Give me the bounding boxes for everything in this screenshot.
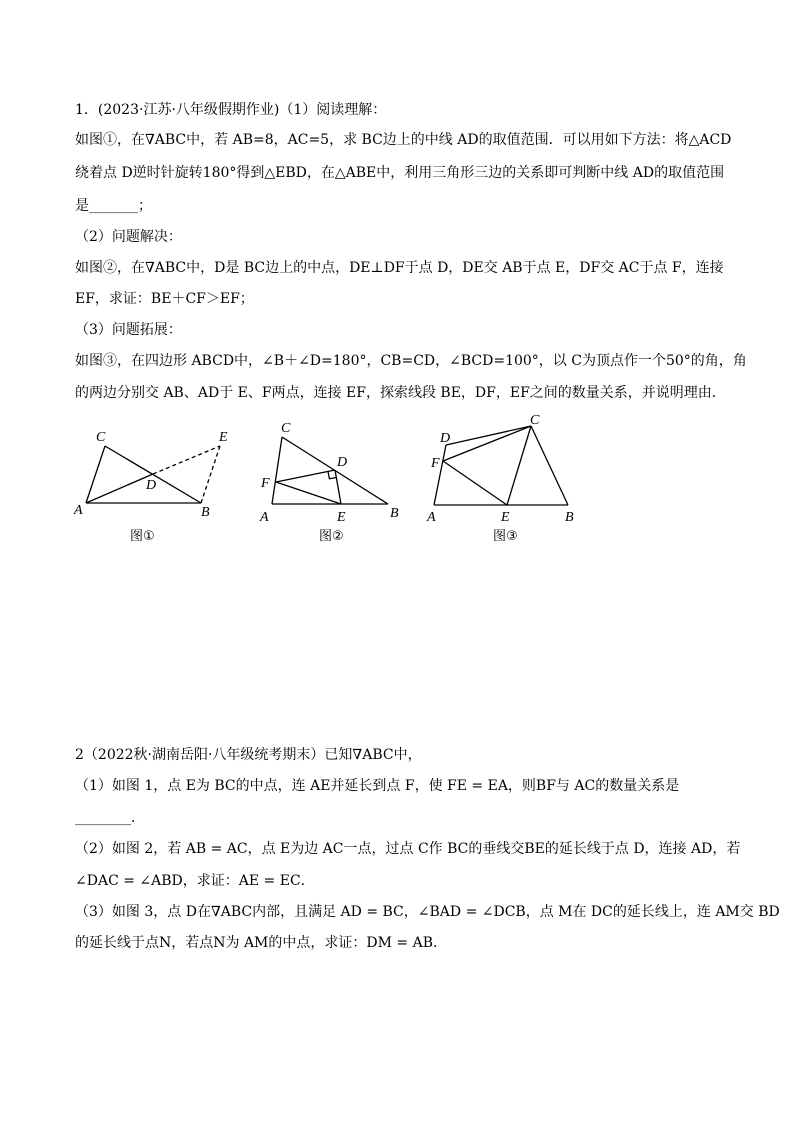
figure-2 [272, 437, 388, 504]
fig2-segment-ac [272, 437, 282, 504]
figure-1 [86, 446, 220, 503]
problem1-part3-title: （3）问题拓展： [75, 322, 182, 338]
figure-3 [434, 426, 568, 505]
fig3-label-c: C [530, 413, 540, 428]
fig1-segment-ad [86, 474, 153, 503]
problem2-header: 2（2022秋·湖南岳阳·八年级统考期末）已知∇ABC中， [75, 747, 422, 763]
fig3-label-e: E [501, 510, 510, 525]
fig3-segment-fe [443, 461, 507, 505]
problem1-text-line: 是_______； [75, 198, 152, 214]
fig2-segment-df [276, 470, 335, 482]
fig3-segment-cf [443, 426, 531, 461]
fig1-label-a: A [74, 503, 83, 518]
problem1-text-line: 如图①，在∇ABC中，若 AB=8，AC=5，求 BC边上的中线 AD的取值范围．可以用如下方法：将△ACD [75, 132, 732, 148]
fig3-segment-dc [446, 426, 531, 445]
fig1-segment-ac [86, 446, 105, 503]
fig3-label-b: B [565, 510, 574, 525]
fig1-caption: 图① [130, 529, 155, 544]
fig2-label-e: E [337, 510, 346, 525]
fig2-label-f: F [261, 476, 270, 491]
fig2-label-d: D [337, 455, 348, 470]
fig3-segment-ce [507, 426, 531, 505]
fig1-label-c: C [96, 430, 106, 445]
fig2-label-b: B [390, 506, 399, 521]
fig1-label-d: D [146, 478, 157, 493]
fig3-label-a: A [427, 510, 436, 525]
fig1-segment-be-dashed [201, 446, 220, 503]
fig3-segment-ad [434, 445, 446, 505]
fig2-label-c: C [281, 421, 291, 436]
problem2-text-line: ________． [75, 810, 145, 826]
fig2-segment-fe [276, 482, 341, 504]
fig3-caption: 图③ [493, 529, 518, 544]
fig3-segment-cb [531, 426, 568, 505]
problem2-text-line: （2）如图 2，若 AB = AC，点 E为边 AC一点，过点 C作 BC的垂线交BE的延长线于点 D，连接 AD，若 [75, 841, 741, 857]
problem1-text-line: 如图②，在∇ABC中，D是 BC边上的中点，DE⊥DF于点 D，DE交 AB于点 E，DF交 AC于点 F，连接 [75, 260, 724, 276]
problem2-text-line: （1）如图 1，点 E为 BC的中点，连 AE并延长到点 F，使 FE = EA，则BF与 AC的数量关系是 [75, 778, 680, 794]
fig2-label-a: A [260, 510, 269, 525]
fig3-label-d: D [440, 431, 451, 446]
fig2-caption: 图② [319, 529, 344, 544]
problem1-header: 1．(2023·江苏·八年级假期作业)（1）阅读理解： [75, 102, 387, 118]
fig2-segment-de [335, 470, 341, 504]
problem1-part2-title: （2）问题解决： [75, 229, 182, 245]
problem1-text-line: 绕着点 D逆时针旋转180°得到△EBD，在△ABE中，利用三角形三边的关系即可判断中线 AD的取值范围 [75, 165, 725, 181]
problem2-text-line: ∠DAC = ∠ABD，求证：AE = EC． [75, 873, 315, 889]
problem1-text-line: EF，求证：BE＋CF＞EF； [75, 291, 254, 307]
problem1-text-line: 的两边分别交 AB、AD于 E、F两点，连接 EF，探索线段 BE，DF，EF之间的数量关系，并说明理由． [75, 385, 726, 401]
problem2-text-line: 的延长线于点N，若点N为 AM的中点，求证：DM = AB． [75, 935, 447, 951]
problem2-text-line: （3）如图 3，点 D在∇ABC内部，且满足 AD = BC，∠BAD = ∠DCB，点 M在 DC的延长线上，连 AM交 BD [75, 904, 780, 920]
fig1-label-e: E [219, 430, 228, 445]
problem1-text-line: 如图③，在四边形 ABCD中，∠B＋∠D=180°，CB=CD，∠BCD=100°，以 C为顶点作一个50°的角，角 [75, 353, 747, 369]
fig3-label-f: F [431, 456, 440, 471]
fig1-segment-de-dashed [153, 446, 220, 474]
fig1-label-b: B [201, 505, 210, 520]
